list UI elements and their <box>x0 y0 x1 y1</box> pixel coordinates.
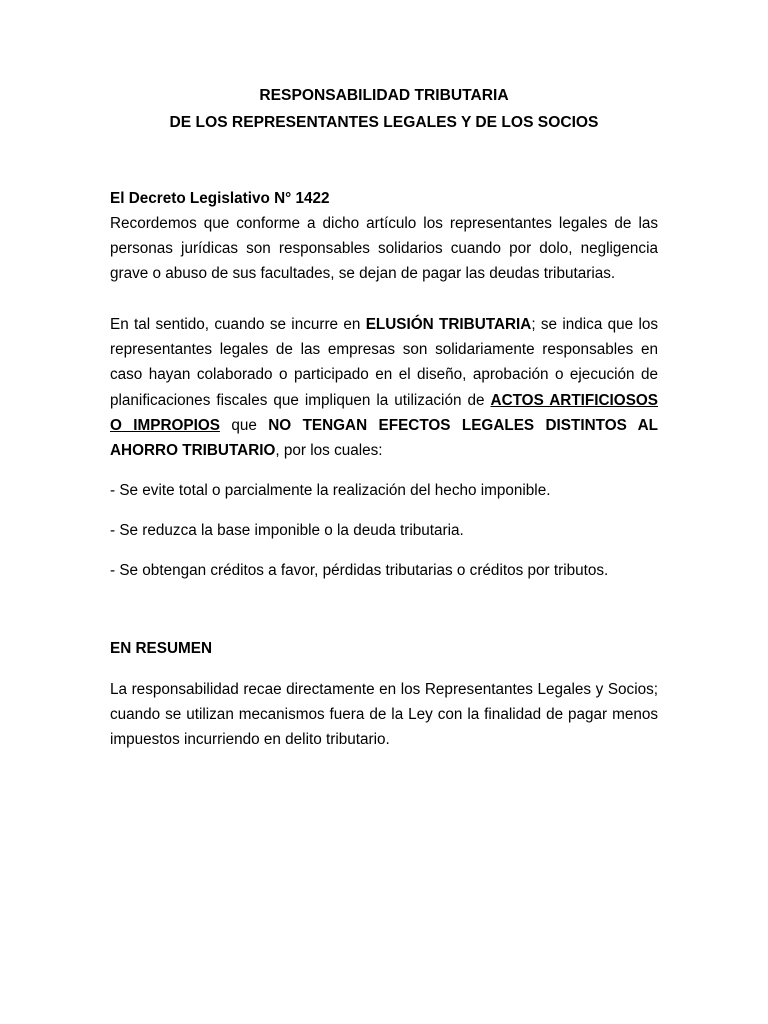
bullet-item: - Se reduzca la base imponible o la deuda tributaria. <box>110 522 464 539</box>
document-title-line1: RESPONSABILIDAD TRIBUTARIA <box>259 87 509 104</box>
elusion-body-text: ; se indica que los representantes legales de las empresas son solidariamente responsables en caso hayan colaborado o participado en el diseño, aprobación o ejecución de planificaciones fiscales que impliquen la utilización de <box>110 316 659 409</box>
summary-paragraph: La responsabilidad recae directamente en los Representantes Legales y Socios; cuando se utilizan mecanismos fuera de la Ley con la finalidad de pagar menos impuestos incurriendo en delito tributario. <box>110 681 658 749</box>
elusion-term: ELUSIÓN TRIBUTARIA <box>365 316 532 333</box>
no-tengan-efectos-term: NO TENGAN EFECTOS LEGALES DISTINTOS AL AHORRO TRIBUTARIO <box>110 416 658 460</box>
summary-heading: EN RESUMEN <box>110 640 212 657</box>
actos-artificiosos-term: ACTOS ARTIFICIOSOS O IMPROPIOS <box>110 391 659 434</box>
que-text: que <box>219 416 269 434</box>
bullet-item: - Se evite total o parcialmente la realización del hecho imponible. <box>110 482 551 499</box>
elusion-paragraph <box>110 312 658 463</box>
bullet-item: - Se obtengan créditos a favor, pérdidas tributarias o créditos por tributos. <box>110 562 609 579</box>
decree-paragraph: Recordemos que conforme a dicho artículo los representantes legales de las personas jurídicas son responsables solidarios cuando por dolo, negligencia grave o abuso de sus facultades, se dejan de pagar las deudas tributarias. <box>110 215 658 283</box>
elusion-ending-text: , por los cuales: <box>275 442 383 460</box>
document-title-line2: DE LOS REPRESENTANTES LEGALES Y DE LOS SOCIOS <box>169 114 599 131</box>
decree-heading: El Decreto Legislativo N° 1422 <box>110 190 330 207</box>
elusion-intro-text: En tal sentido, cuando se incurre en <box>110 316 366 333</box>
